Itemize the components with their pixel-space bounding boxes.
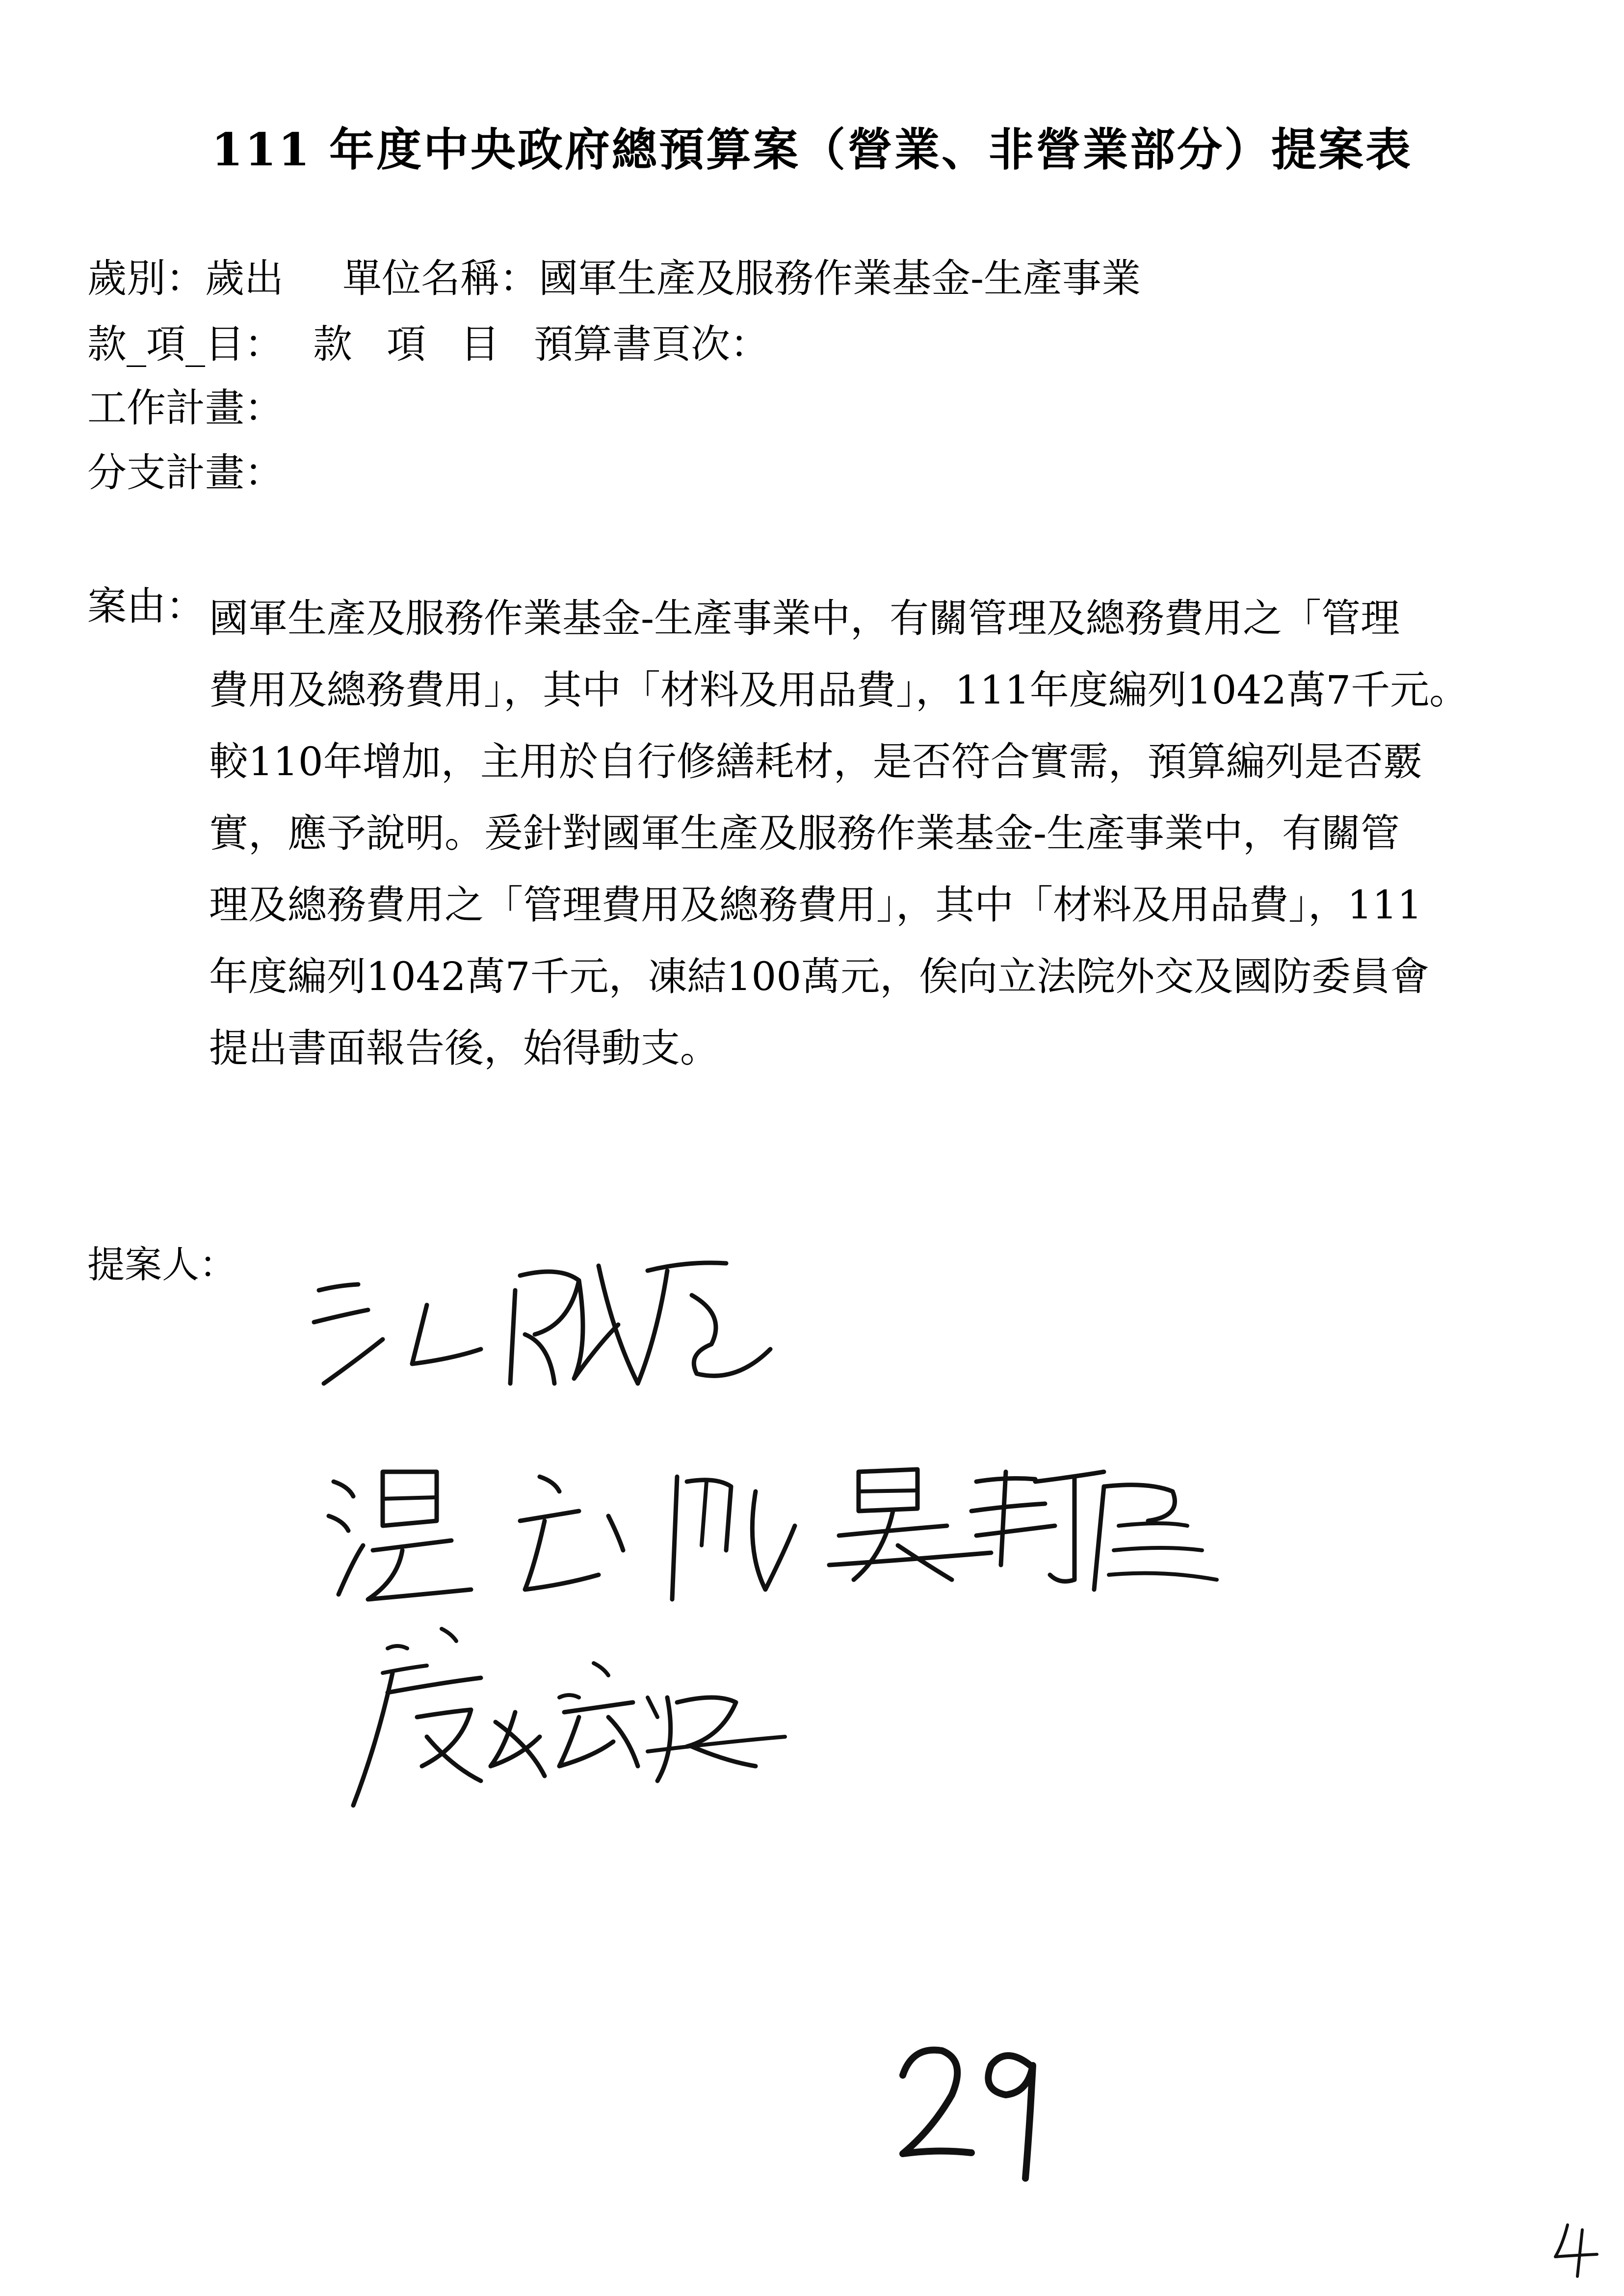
reason-line: 理及總務費用之「管理費用及總務費用」，其中「材料及用品費」，111 — [209, 882, 1422, 928]
item-mu: 目 — [460, 321, 499, 367]
handwritten-page-number — [893, 2036, 1050, 2183]
reason-line: 較110年增加，主用於自行修繕耗材，是否符合實需，預算編列是否覈 — [209, 739, 1422, 784]
proposer-label: 提案人： — [87, 1243, 236, 1286]
reason-label: 案由： — [87, 583, 205, 629]
reason-line: 費用及總務費用」，其中「材料及用品費」，111年度編列1042萬7千元。 — [209, 667, 1469, 713]
year-type-value: 歲出 — [205, 256, 284, 301]
header-row-year-unit — [87, 256, 1141, 301]
handwritten-signature-4 — [334, 1619, 814, 1825]
reason-line: 國軍生產及服務作業基金-生產事業中，有關管理及總務費用之「管理 — [209, 596, 1400, 641]
reason-line: 年度編列1042萬7千元，凍結100萬元，俟向立法院外交及國防委員會 — [209, 954, 1430, 999]
sub-plan-label: 分支計畫： — [87, 450, 284, 496]
unit-name-label: 單位名稱： — [342, 256, 539, 301]
reason-text — [209, 583, 1534, 1084]
handwritten-signature-2 — [324, 1452, 814, 1609]
reason-line: 實，應予說明。爰針對國軍生產及服務作業基金-生產事業中，有關管 — [209, 810, 1400, 856]
handwritten-signature-3 — [829, 1452, 1231, 1609]
header-row-work-plan — [87, 385, 284, 431]
item-label: 款_項_目： — [87, 321, 284, 367]
document-title: 111 年度中央政府總預算案（營業、非營業部分）提案表 — [211, 123, 1413, 176]
item-xiang: 項 — [387, 321, 426, 367]
item-kuan: 款 — [313, 321, 352, 367]
header-row-item — [87, 321, 769, 367]
year-type-label: 歲別： — [87, 256, 205, 301]
work-plan-label: 工作計畫： — [87, 385, 284, 431]
header-row-sub-plan — [87, 450, 284, 496]
reason-line: 提出書面報告後，始得動支。 — [209, 1025, 719, 1071]
unit-name-value: 國軍生產及服務作業基金-生產事業 — [539, 256, 1141, 301]
handwritten-signature-1 — [304, 1236, 795, 1398]
budget-page-label: 預算書頁次： — [534, 321, 769, 367]
handwritten-corner-mark — [1548, 2220, 1602, 2279]
